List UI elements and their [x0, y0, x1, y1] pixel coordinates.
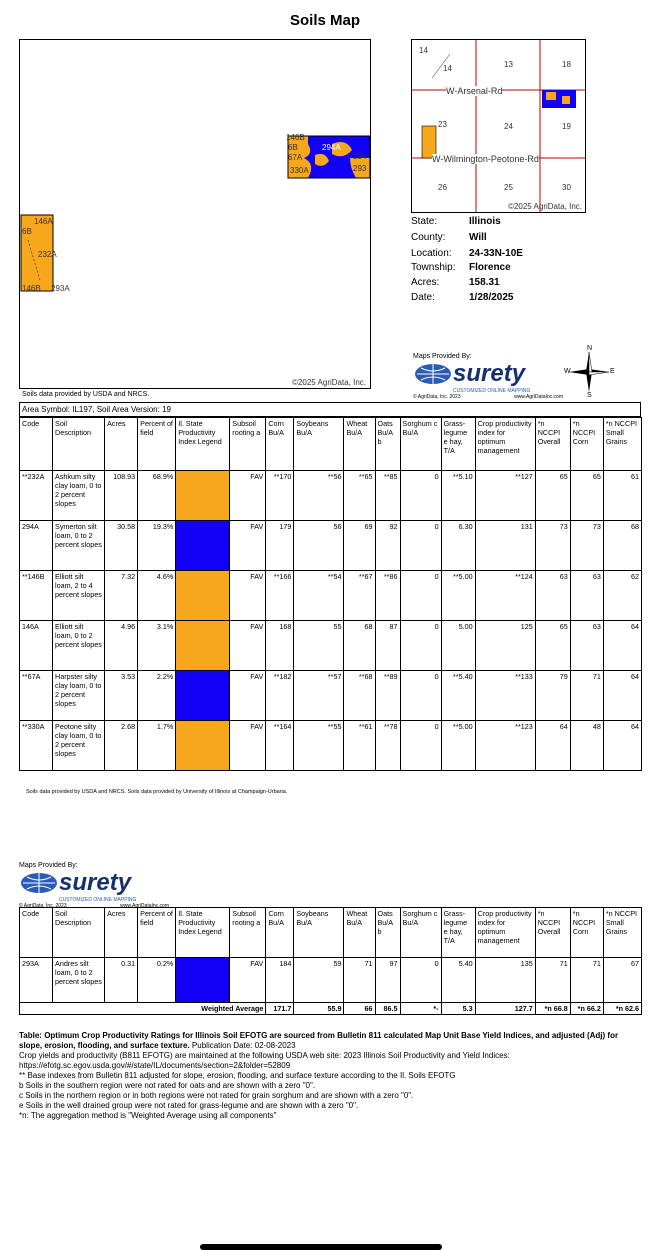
compass-rose-icon: N S E W [564, 345, 615, 399]
cell-nccpi: 65 [535, 471, 570, 521]
header-corn: Corn Bu/A [266, 908, 294, 958]
cell-subsoil: FAV [230, 958, 266, 1003]
cell-sorghum: 0 [400, 721, 441, 771]
cell-corn: **182 [266, 671, 294, 721]
header-cpi: Crop productivity index for optimum management [475, 908, 535, 958]
map-label: 232A [38, 250, 57, 259]
table-source-note: Soils data provided by USDA and NRCS. Soils data provided by University of Illinois at Champaign-Urbana. [26, 789, 288, 795]
weighted-grass: 5.3 [441, 1003, 475, 1015]
section-number: 30 [562, 183, 571, 192]
cell-legend-swatch [176, 621, 230, 671]
header-grass: Grass-legume e hay, T/A [441, 418, 475, 471]
cell-sorghum: 0 [400, 471, 441, 521]
cell-sorghum: 0 [400, 621, 441, 671]
info-date: Date: 1/28/2025 [411, 292, 514, 303]
cell-percent: 68.9% [138, 471, 176, 521]
cell-subsoil: FAV [230, 621, 266, 671]
cell-ncorn: 63 [570, 621, 603, 671]
section-number: 23 [438, 120, 447, 129]
cell-description: Peotone silty clay loam, 0 to 2 percent slopes [53, 721, 105, 771]
map-label: 146A [34, 217, 53, 226]
header-sorghum: Sorghum c Bu/A [400, 908, 441, 958]
header-nccpi-overall: *n NCCPI Overall [535, 908, 570, 958]
section-number: 26 [438, 183, 447, 192]
cell-percent: 0.2% [138, 958, 176, 1003]
header-soybeans: Soybeans Bu/A [294, 908, 344, 958]
cell-nccpi: 65 [535, 621, 570, 671]
cell-nsmall: 64 [603, 721, 641, 771]
cell-soy: 55 [294, 621, 344, 671]
table-row [20, 721, 642, 771]
cell-ncorn: 65 [570, 471, 603, 521]
cell-subsoil: FAV [230, 721, 266, 771]
header-oats: Oats Bu/A b [375, 418, 400, 471]
table-header-row [20, 418, 642, 471]
cell-cpi: **124 [475, 571, 535, 621]
cell-corn: **166 [266, 571, 294, 621]
cell-percent: 2.2% [138, 671, 176, 721]
cell-grass: 6.30 [441, 521, 475, 571]
section-number: 19 [562, 122, 571, 131]
info-acres: Acres: 158.31 [411, 277, 500, 288]
header-wheat: Wheat Bu/A [344, 418, 375, 471]
map-copyright: ©2025 AgriData, Inc. [292, 378, 366, 387]
cell-description: Ashkum silty clay loam, 0 to 2 percent slopes [53, 471, 105, 521]
cell-ncorn: 71 [570, 671, 603, 721]
weighted-average-label: Weighted Average [20, 1003, 266, 1015]
cell-cpi: 131 [475, 521, 535, 571]
cell-wheat: 69 [344, 521, 375, 571]
cell-cpi: **133 [475, 671, 535, 721]
header-legend: Il. State Productivity Index Legend [176, 908, 230, 958]
header-subsoil: Subsoil rooting a [230, 418, 266, 471]
map-label: 67A [288, 153, 303, 162]
cell-code: 146A [20, 621, 53, 671]
table-row [20, 521, 642, 571]
map-label: 293 [353, 164, 367, 173]
header-percent: Percent of field [138, 908, 176, 958]
header-cpi: Crop productivity index for optimum management [475, 418, 535, 471]
surety-logo: Maps Provided By: surety CUSTOMIZED ONLINE MAPPING © AgriData, Inc. 2023 www.AgriDataInc.com [413, 353, 563, 400]
cell-grass: 5.00 [441, 621, 475, 671]
cell-acres: 7.32 [105, 571, 138, 621]
weighted-average-row [20, 1003, 642, 1015]
weighted-sorghum: *- [400, 1003, 441, 1015]
header-code: Code [20, 418, 53, 471]
globe-icon [413, 363, 453, 385]
section-number: 13 [504, 60, 513, 69]
header-percent: Percent of field [138, 418, 176, 471]
cell-nccpi: 64 [535, 721, 570, 771]
cell-nccpi: 71 [535, 958, 570, 1003]
cell-nccpi: 79 [535, 671, 570, 721]
weighted-ncorn: *n 66.2 [570, 1003, 603, 1015]
cell-soy: **54 [294, 571, 344, 621]
cell-grass: **5.10 [441, 471, 475, 521]
cell-legend-swatch [176, 571, 230, 621]
map-source-note: Soils data provided by USDA and NRCS. [22, 391, 150, 398]
table-row [20, 958, 642, 1003]
cell-oats: **86 [375, 571, 400, 621]
cell-cpi: 125 [475, 621, 535, 671]
soil-table-2 [19, 907, 642, 1015]
cell-code: **330A [20, 721, 53, 771]
cell-acres: 3.53 [105, 671, 138, 721]
section-number: 24 [504, 122, 513, 131]
cell-cpi: **123 [475, 721, 535, 771]
info-township: Township: Florence [411, 262, 511, 273]
map-label: 6B [22, 227, 32, 236]
info-county: County: Will [411, 232, 487, 243]
header-acres: Acres [105, 908, 138, 958]
cell-description: Elliott silt loam, 0 to 2 percent slopes [53, 621, 105, 671]
cell-percent: 19.3% [138, 521, 176, 571]
section-number: 25 [504, 183, 513, 192]
cell-acres: 30.58 [105, 521, 138, 571]
info-location: Location: 24-33N-10E [411, 248, 523, 259]
cell-ncorn: 63 [570, 571, 603, 621]
cell-nsmall: 68 [603, 521, 641, 571]
cell-sorghum: 0 [400, 521, 441, 571]
cell-oats: 97 [375, 958, 400, 1003]
header-grass: Grass-legume e hay, T/A [441, 908, 475, 958]
cell-wheat: **67 [344, 571, 375, 621]
cell-corn: 184 [266, 958, 294, 1003]
cell-code: **67A [20, 671, 53, 721]
cell-nsmall: 64 [603, 621, 641, 671]
cell-subsoil: FAV [230, 471, 266, 521]
cell-sorghum: 0 [400, 571, 441, 621]
weighted-wheat: 66 [344, 1003, 375, 1015]
header-nccpi-small: *n NCCPI Small Grains [603, 908, 641, 958]
cell-description: Elliott silt loam, 2 to 4 percent slopes [53, 571, 105, 621]
cell-acres: 0.31 [105, 958, 138, 1003]
info-state: State: Illinois [411, 216, 501, 227]
page-title: Soils Map [289, 12, 360, 29]
cell-wheat: **68 [344, 671, 375, 721]
cell-acres: 2.68 [105, 721, 138, 771]
cell-sorghum: 0 [400, 671, 441, 721]
home-indicator[interactable] [200, 1244, 442, 1250]
table-row [20, 571, 642, 621]
map-label: 294A [322, 143, 341, 152]
cell-corn: **170 [266, 471, 294, 521]
map-label: 294 [353, 152, 367, 161]
cell-code: 293A [20, 958, 53, 1003]
section-number: 14 [419, 46, 428, 55]
cell-acres: 108.93 [105, 471, 138, 521]
cell-percent: 1.7% [138, 721, 176, 771]
cell-cpi: 135 [475, 958, 535, 1003]
cell-subsoil: FAV [230, 671, 266, 721]
header-soybeans: Soybeans Bu/A [294, 418, 344, 471]
weighted-corn: 171.7 [266, 1003, 294, 1015]
cell-corn: 168 [266, 621, 294, 671]
header-acres: Acres [105, 418, 138, 471]
table-row [20, 671, 642, 721]
map-label: 6B [288, 143, 298, 152]
cell-nccpi: 63 [535, 571, 570, 621]
weighted-nsmall: *n 62.6 [603, 1003, 641, 1015]
table-row [20, 471, 642, 521]
header-corn: Corn Bu/A [266, 418, 294, 471]
cell-legend-swatch [176, 721, 230, 771]
cell-nsmall: 64 [603, 671, 641, 721]
locator-copyright: ©2025 AgriData, Inc. [508, 202, 582, 211]
cell-legend-swatch [176, 671, 230, 721]
cell-legend-swatch [176, 958, 230, 1003]
cell-grass: **5.40 [441, 671, 475, 721]
header-oats: Oats Bu/A b [375, 908, 400, 958]
header-nccpi-small: *n NCCPI Small Grains [603, 418, 641, 471]
locator-map[interactable] [411, 39, 586, 213]
soils-map[interactable] [19, 39, 371, 389]
cell-description: Andres silt loam, 0 to 2 percent slopes [53, 958, 105, 1003]
cell-wheat: **61 [344, 721, 375, 771]
cell-soy: **55 [294, 721, 344, 771]
weighted-soy: 55.9 [294, 1003, 344, 1015]
weighted-oats: 86.5 [375, 1003, 400, 1015]
road-label: W-Arsenal-Rd [446, 86, 503, 96]
map-label: 330A [290, 166, 309, 175]
weighted-nccpi: *n 66.8 [535, 1003, 570, 1015]
cell-description: Harpster silty clay loam, 0 to 2 percent slopes [53, 671, 105, 721]
soils-map-drawing [20, 40, 370, 388]
cell-grass: **5.00 [441, 721, 475, 771]
cell-oats: 92 [375, 521, 400, 571]
cell-nsmall: 61 [603, 471, 641, 521]
cell-ncorn: 73 [570, 521, 603, 571]
map-label: 293A [51, 284, 70, 293]
header-nccpi-corn: *n NCCPI Corn [570, 418, 603, 471]
cell-grass: **5.00 [441, 571, 475, 621]
cell-oats: 87 [375, 621, 400, 671]
table-row [20, 621, 642, 671]
cell-corn: **164 [266, 721, 294, 771]
map-label: 146B [286, 133, 305, 142]
cell-soy: 56 [294, 521, 344, 571]
header-description: Soil Description [53, 418, 105, 471]
section-number: 14 [443, 64, 452, 73]
cell-cpi: **127 [475, 471, 535, 521]
cell-soy: **57 [294, 671, 344, 721]
cell-oats: **78 [375, 721, 400, 771]
cell-code: 294A [20, 521, 53, 571]
cell-percent: 4.6% [138, 571, 176, 621]
cell-wheat: 71 [344, 958, 375, 1003]
cell-oats: **89 [375, 671, 400, 721]
cell-code: **146B [20, 571, 53, 621]
cell-corn: 179 [266, 521, 294, 571]
road-label: W-Wilmington-Peotone-Rd [432, 154, 539, 164]
cell-percent: 3.1% [138, 621, 176, 671]
cell-subsoil: FAV [230, 521, 266, 571]
notes-block: Table: Optimum Crop Productivity Ratings for Illinois Soil EFOTG are sourced from Bulletin 811 calculated Map Unit Base Yield Indices, and adjusted (Adj) for slope, erosion, flooding, and surface texture. Publication Date: 02-08-2023 Crop yields and productivity (B811 EFOTG) are maintained at the following USDA web site: 2023 Illinois Soil Productivity and Yield Indices: https://efotg.sc.egov.usda.gov/#/state/IL/documents/section=2&folder=52809 ** Base indexes from Bulletin 811 adjusted for slope, erosion, flooding, and surface texture according to the Il. Soils EFOTG b Soils in the southern region were not rated for oats and are shown with a zero "0". c Soils in the northern region or in both regions were not rated for grain sorghum and are shown with a zero "0". e Soils in the well drained group were not rated for grass-legume and are shown with a zero "0". *n: The aggregation method is "Weighted Average using all components" [19, 1031, 619, 1120]
header-wheat: Wheat Bu/A [344, 908, 375, 958]
cell-acres: 4.96 [105, 621, 138, 671]
table-header-row [20, 908, 642, 958]
cell-grass: 5.40 [441, 958, 475, 1003]
cell-soy: **56 [294, 471, 344, 521]
cell-wheat: 68 [344, 621, 375, 671]
cell-sorghum: 0 [400, 958, 441, 1003]
cell-soy: 59 [294, 958, 344, 1003]
header-code: Code [20, 908, 53, 958]
cell-description: Symerton silt loam, 0 to 2 percent slopes [53, 521, 105, 571]
header-subsoil: Subsoil rooting a [230, 908, 266, 958]
map-label: 146B [22, 284, 41, 293]
cell-oats: **85 [375, 471, 400, 521]
header-sorghum: Sorghum c Bu/A [400, 418, 441, 471]
cell-ncorn: 71 [570, 958, 603, 1003]
soil-table [19, 417, 642, 771]
cell-nsmall: 67 [603, 958, 641, 1003]
cell-wheat: **65 [344, 471, 375, 521]
header-legend: Il. State Productivity Index Legend [176, 418, 230, 471]
cell-nccpi: 73 [535, 521, 570, 571]
cell-ncorn: 48 [570, 721, 603, 771]
cell-nsmall: 62 [603, 571, 641, 621]
cell-legend-swatch [176, 471, 230, 521]
header-description: Soil Description [53, 908, 105, 958]
header-nccpi-overall: *n NCCPI Overall [535, 418, 570, 471]
area-symbol: Area Symbol: IL197, Soil Area Version: 19 [19, 402, 641, 417]
weighted-cpi: 127.7 [475, 1003, 535, 1015]
section-number: 18 [562, 60, 571, 69]
header-nccpi-corn: *n NCCPI Corn [570, 908, 603, 958]
cell-legend-swatch [176, 521, 230, 571]
globe-icon [19, 872, 59, 894]
cell-code: **232A [20, 471, 53, 521]
surety-logo-2: Maps Provided By: surety CUSTOMIZED ONLINE MAPPING © AgriData, Inc. 2023 www.AgriDataInc.com [19, 862, 169, 909]
cell-subsoil: FAV [230, 571, 266, 621]
